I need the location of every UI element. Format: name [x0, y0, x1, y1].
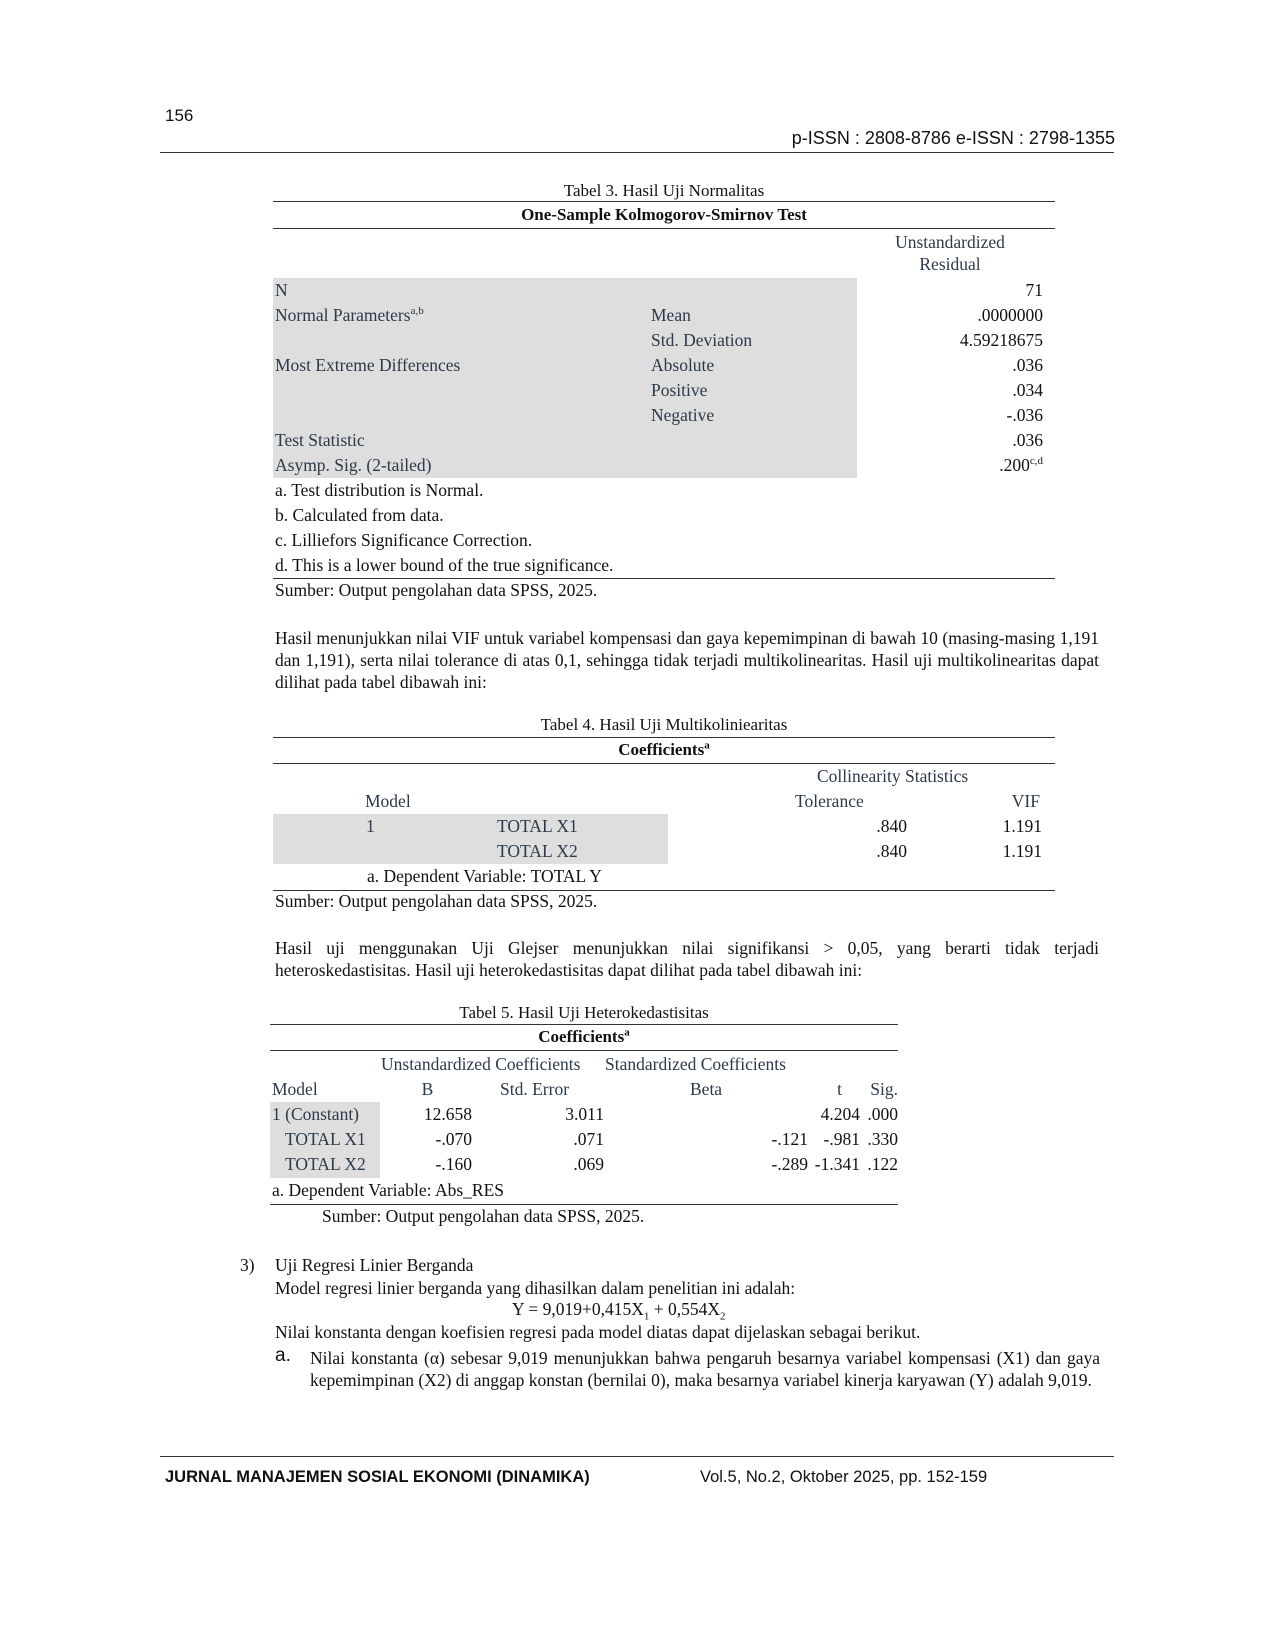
table3-row-value: -.036: [1006, 405, 1043, 425]
table3-top-rule: [273, 201, 1055, 202]
table4-row-tolerance: .840: [876, 816, 907, 836]
table3-row-value: .200$^{c,d}$: [999, 455, 1043, 475]
table3-note: a. Test distribution is Normal.: [275, 480, 484, 500]
table4-caption: Tabel 4. Hasil Uji Multikoliniearitas: [540, 715, 788, 734]
list-marker: a.: [275, 1345, 291, 1366]
regression-equation: $Y = 9,019+0,415X_1 + 0,554X_2$: [512, 1299, 726, 1323]
table5-row-b: -.160: [435, 1154, 472, 1174]
footer-journal: JURNAL MANAJEMEN SOSIAL EKONOMI (DINAMIKA): [165, 1468, 590, 1486]
table3-title: One-Sample Kolmogorov-Smirnov Test: [521, 205, 807, 224]
table5-row-t: -.981: [823, 1129, 860, 1149]
table5-caption: Tabel 5. Hasil Uji Heterokedastisitas: [459, 1003, 709, 1022]
table5-header-beta: Beta: [690, 1079, 723, 1099]
table5-row-beta: -.289: [771, 1154, 808, 1174]
table4-tolerance-header: Tolerance: [795, 791, 864, 811]
table4-row-var: TOTAL X1: [497, 816, 578, 836]
table5-row-se: 3.011: [565, 1104, 604, 1124]
table5-top-rule: [270, 1024, 898, 1025]
footer-rule: [160, 1456, 1114, 1457]
table3-row-value: 71: [1025, 280, 1043, 300]
section3-heading: Uji Regresi Linier Berganda: [275, 1255, 474, 1275]
table5-row-model: TOTAL X1: [285, 1129, 366, 1149]
section3-intro: Model regresi linier berganda yang dihasilkan dalam penelitian ini adalah:: [275, 1278, 796, 1298]
table5-row-b: -.070: [435, 1129, 472, 1149]
table3-bottom-rule: [273, 578, 1055, 579]
table4-row-shading: [273, 814, 668, 864]
table4-group-header: Collinearity Statistics: [817, 766, 969, 786]
table3-row-label: N: [275, 280, 288, 300]
issn-line: p-ISSN : 2808-8786 e-ISSN : 2798-1355: [791, 128, 1115, 148]
table4-title: Coefficients$^a$: [618, 739, 710, 759]
table4-top-rule: [273, 737, 1055, 738]
table3-row-sublabel: Mean: [651, 305, 691, 325]
table3-row-sublabel: Negative: [651, 405, 715, 425]
table5-group-unstandardized: Unstandardized Coefficients: [381, 1054, 581, 1074]
table3-row-sublabel: Positive: [651, 380, 708, 400]
table3-source: Sumber: Output pengolahan data SPSS, 2025.: [275, 580, 598, 600]
paragraph-heteroscedasticity: Hasil uji menggunakan Uji Glejser menunjukkan nilai signifikansi > 0,05, yang berarti tidak terjadi heteroskedastisitas. Hasil uji heterokedastisitas dapat dilihat pada tabel dibawah ini:: [275, 938, 1099, 980]
header-rule: [160, 152, 1114, 153]
table5-row-b: 12.658: [423, 1104, 472, 1124]
table5-header-b: B: [421, 1079, 434, 1099]
table3-col-header-1: Unstandardized: [895, 232, 1005, 252]
table5-group-standardized: Standardized Coefficients: [605, 1054, 786, 1074]
table3-note: d. This is a lower bound of the true significance.: [275, 555, 614, 575]
page-number: 156: [165, 106, 194, 125]
table4-row-var: TOTAL X2: [497, 841, 578, 861]
table5-title-rule: [270, 1050, 898, 1051]
table3-col-header-2: Residual: [919, 254, 981, 274]
table3-row-value: .036: [1012, 355, 1043, 375]
table5-row-se: .069: [573, 1154, 604, 1174]
table5-row-t: -1.341: [814, 1154, 860, 1174]
table5-header-t: t: [837, 1079, 842, 1099]
table3-row-value: .0000000: [977, 305, 1043, 325]
table5-row-sig: .122: [867, 1154, 898, 1174]
footer-volume: Vol.5, No.2, Oktober 2025, pp. 152-159: [700, 1468, 988, 1486]
table3-row-value: 4.59218675: [959, 330, 1043, 350]
section3-number: 3): [240, 1255, 255, 1275]
table5-row-model: 1 (Constant): [272, 1104, 360, 1124]
table3-row-sublabel: Std. Deviation: [651, 330, 753, 350]
table4-source: Sumber: Output pengolahan data SPSS, 2025.: [275, 891, 598, 911]
table3-row-label: Test Statistic: [275, 430, 365, 450]
table5-header-se: Std. Error: [500, 1079, 570, 1099]
table5-bottom-rule: [270, 1204, 898, 1205]
table3-title-rule: [273, 228, 1055, 229]
section3-explain: Nilai konstanta dengan koefisien regresi pada model diatas dapat dijelaskan sebagai berikut.: [275, 1322, 921, 1342]
table5-title: Coefficients$^a$: [538, 1026, 630, 1046]
table4-row-vif: 1.191: [1002, 816, 1042, 836]
table5-row-t: 4.204: [820, 1104, 860, 1124]
table5-row-beta: -.121: [771, 1129, 808, 1149]
table3-caption: Tabel 3. Hasil Uji Normalitas: [563, 181, 765, 200]
table3-row-value: .036: [1012, 430, 1043, 450]
paragraph-multicollinearity: Hasil menunjukkan nilai VIF untuk variabel kompensasi dan gaya kepemimpinan di bawah 10 (masing-masing 1,191 dan 1,191), serta nilai tolerance di atas 0,1, sehingga tidak terjadi multikolinearitas. Hasil uji multikolinearitas dapat dilihat pada tabel dibawah ini:: [275, 628, 1099, 692]
table4-note: a. Dependent Variable: TOTAL Y: [367, 866, 602, 886]
table3-note: c. Lilliefors Significance Correction.: [275, 530, 533, 550]
table4-row-tolerance: .840: [876, 841, 907, 861]
table5-row-sig: .330: [867, 1129, 898, 1149]
table5-row-sig: .000: [867, 1104, 898, 1124]
table4-model-number: 1: [366, 816, 375, 836]
list-item-constant: Nilai konstanta (α) sebesar 9,019 menunjukkan bahwa pengaruh besarnya variabel kompensasi (X1) dan gaya kepemimpinan (X2) di anggap konstan (bernilai 0), maka besarnya variabel kinerja karyawan (Y) adalah 9,019.: [310, 1348, 1100, 1390]
table3-row-value: .034: [1012, 380, 1043, 400]
table3-row-label: Asymp. Sig. (2-tailed): [275, 455, 432, 475]
table4-model-header: Model: [365, 791, 411, 811]
table3-row-sublabel: Absolute: [651, 355, 715, 375]
table4-vif-header: VIF: [1011, 791, 1040, 811]
table3-row-label: Most Extreme Differences: [275, 355, 461, 375]
table5-source: Sumber: Output pengolahan data SPSS, 2025.: [322, 1206, 645, 1226]
table3-row-label: Normal Parameters$^{a,b}$: [275, 305, 424, 325]
table5-row-se: .071: [573, 1129, 604, 1149]
table3-note: b. Calculated from data.: [275, 505, 444, 525]
table4-row-vif: 1.191: [1002, 841, 1042, 861]
table5-row-model: TOTAL X2: [285, 1154, 366, 1174]
table5-header-model: Model: [272, 1079, 318, 1099]
table5-note: a. Dependent Variable: Abs_RES: [272, 1180, 504, 1200]
table5-header-sig: Sig.: [870, 1079, 898, 1099]
